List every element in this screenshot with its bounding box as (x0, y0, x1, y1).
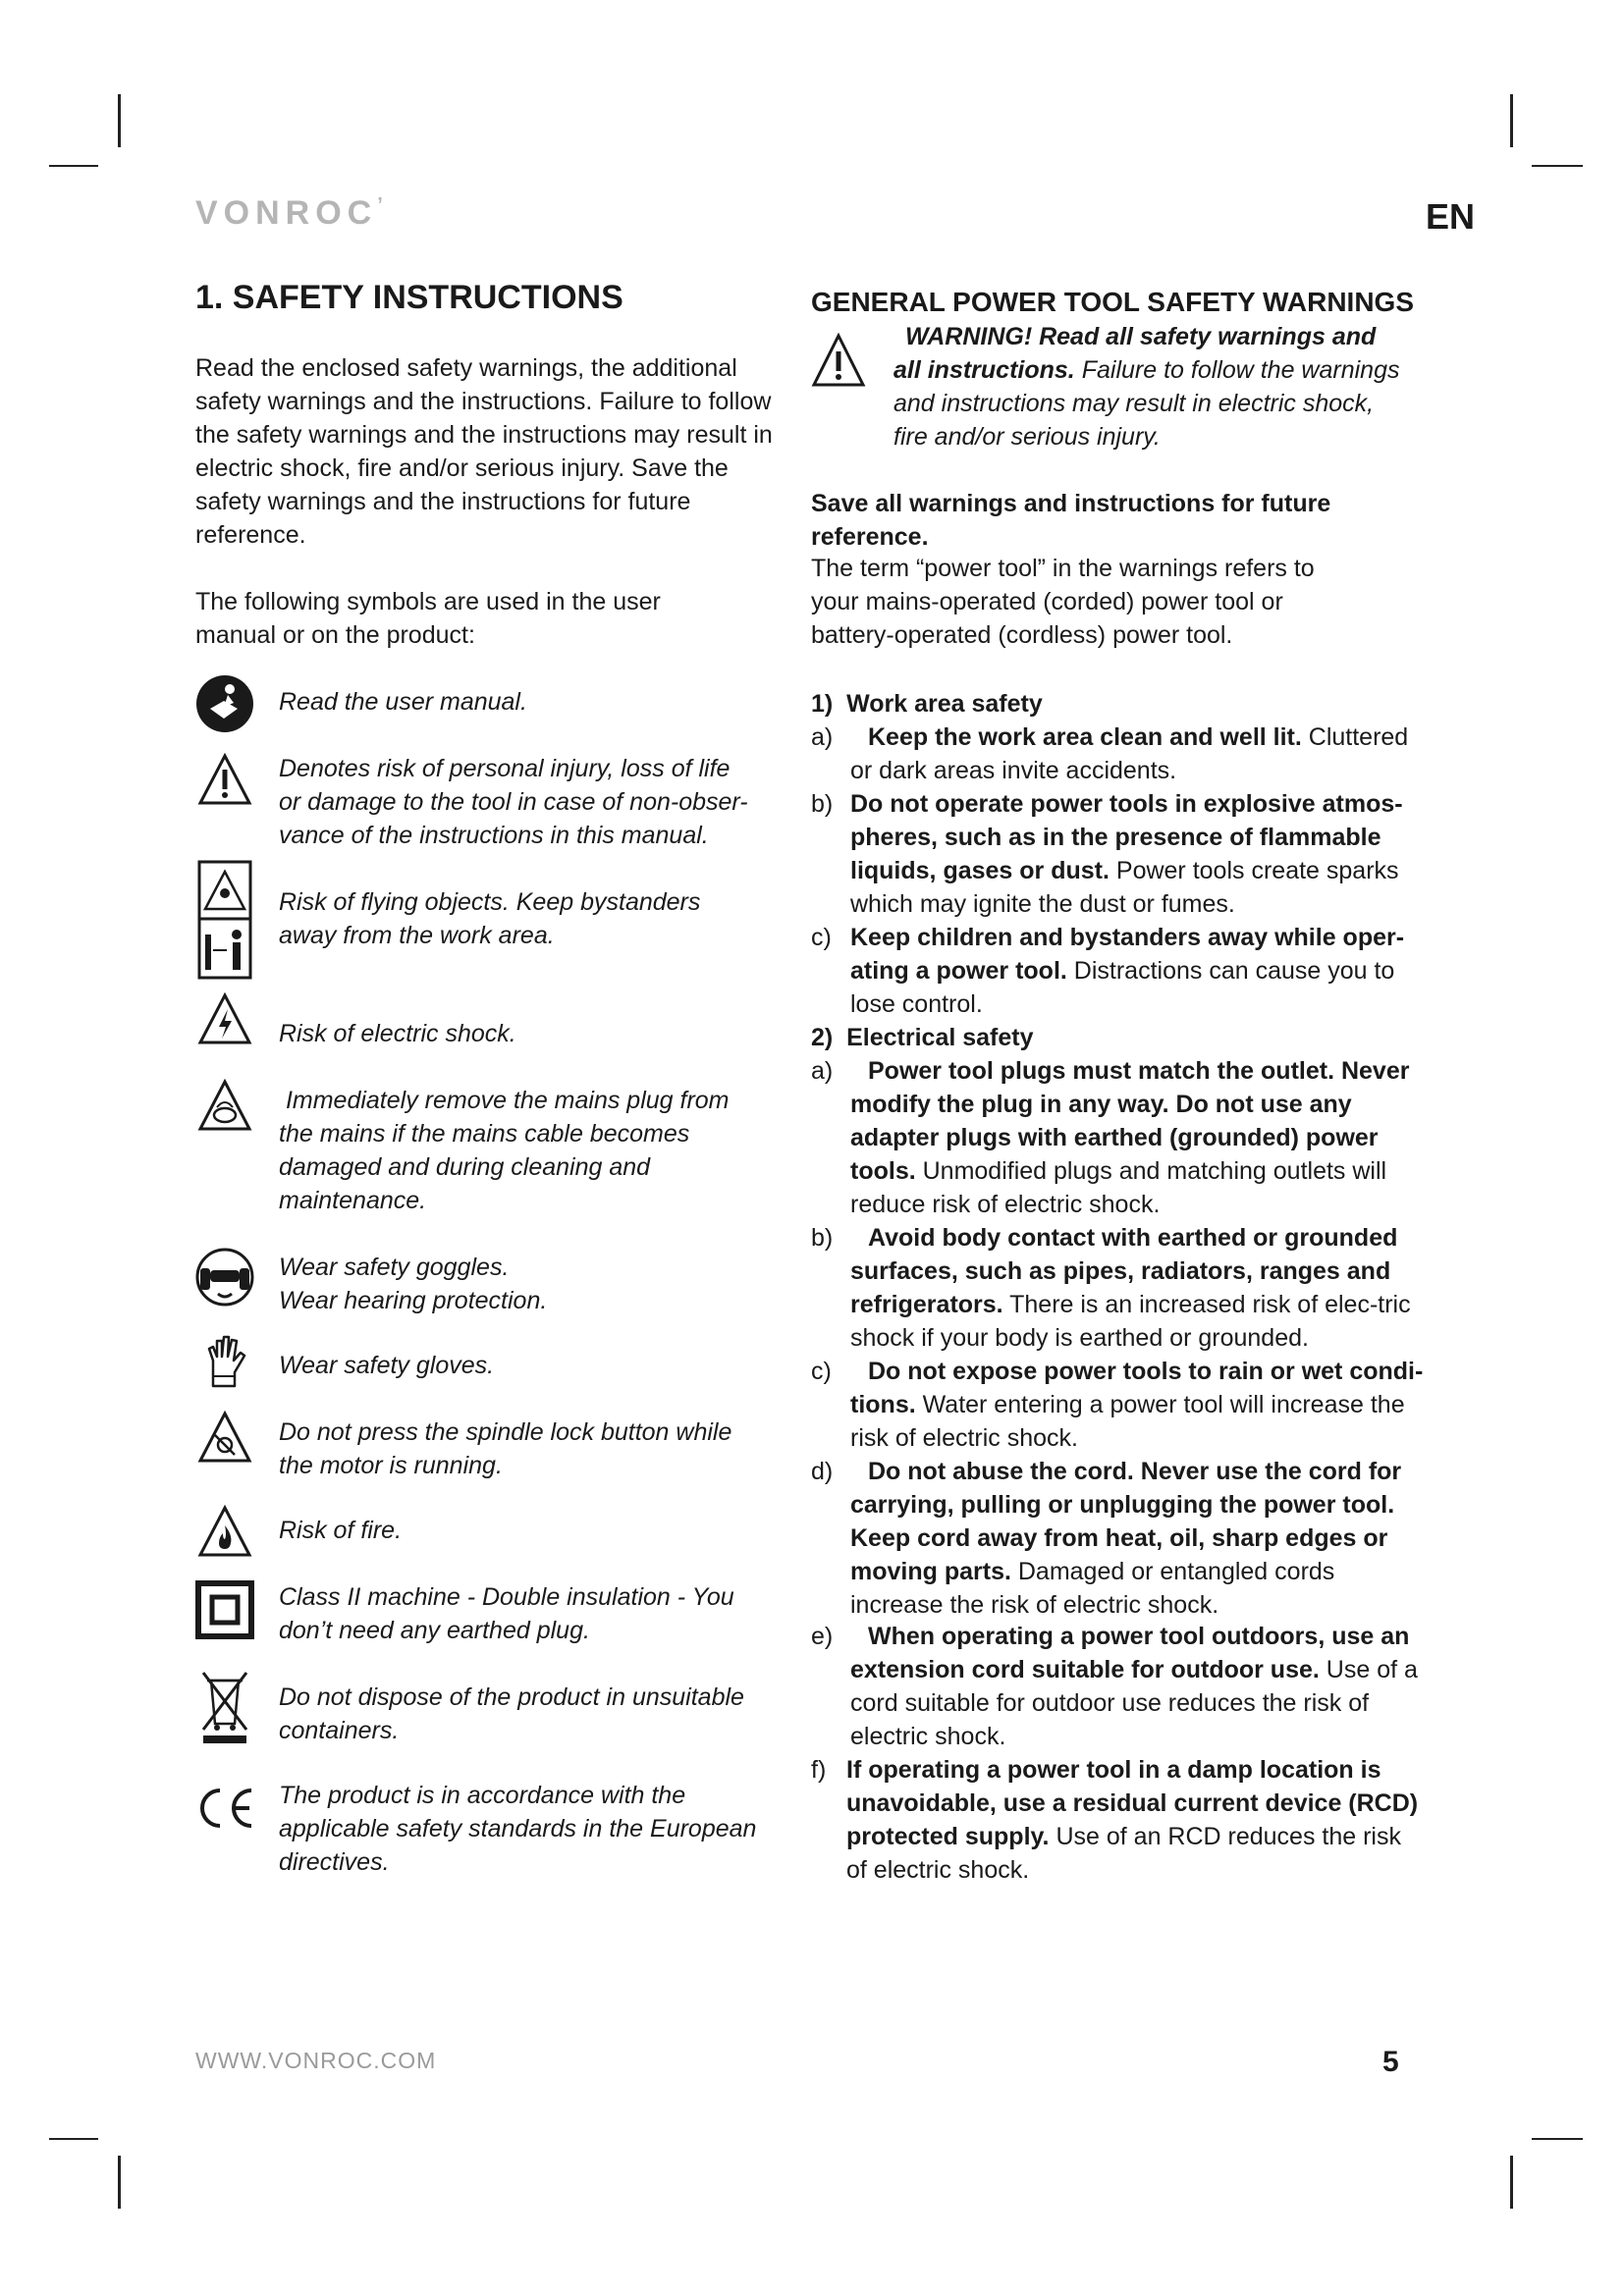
ce-mark-icon (192, 1785, 257, 1832)
fire-icon (192, 1504, 257, 1559)
intro-paragraph: Read the enclosed safety warnings, the additional safety warnings and the instructions. Failure to follow the safety warnings and the instructions may result in electric shock, fire and/or serious injury. Save the safety warnings and the instructions for future reference. (195, 354, 773, 549)
crop-mark-bottom-right-h (1532, 2138, 1583, 2140)
crop-mark-top-left-v (118, 94, 121, 147)
work-area-heading: 1) Work area safety (811, 690, 1043, 718)
symbol-text-read-manual: Read the user manual. (279, 688, 527, 716)
goggles-ear-protection-icon (192, 1247, 257, 1308)
save-instructions: Save all warnings and instructions for future reference. (811, 490, 1331, 551)
footer-url: WWW.VONROC.COM (195, 2048, 437, 2073)
read-manual-icon (192, 673, 257, 734)
warning-icon (192, 752, 257, 807)
page-number: 5 (1382, 2046, 1399, 2078)
symbol-text-gloves: Wear safety gloves. (279, 1352, 495, 1379)
symbol-text-goggles-ear: Wear safety goggles. Wear hearing protection. (279, 1254, 548, 1314)
symbol-text-weee: Do not dispose of the product in unsuitable containers. (279, 1683, 744, 1744)
crop-mark-top-right-v (1510, 94, 1513, 147)
symbol-text-ce: The product is in accordance with the applicable safety standards in the European directives. (279, 1782, 757, 1876)
weee-bin-icon (192, 1667, 257, 1745)
spindle-lock-icon (192, 1410, 257, 1465)
crop-mark-bottom-right-v (1510, 2156, 1513, 2209)
warning-icon (811, 332, 866, 391)
brand-logo: VONROC’ (195, 194, 389, 232)
symbol-text-unplug: Immediately remove the mains plug from the mains if the mains cable becomes damaged and during cleaning and maintenance. (279, 1087, 730, 1214)
gloves-icon (192, 1331, 257, 1390)
general-warnings-title: GENERAL POWER TOOL SAFETY WARNINGS (811, 287, 1414, 317)
electric-shock-icon (192, 991, 257, 1046)
symbol-text-spindle-lock: Do not press the spindle lock button while the motor is running. (279, 1418, 732, 1479)
unplug-icon (192, 1078, 257, 1133)
symbol-text-warning: Denotes risk of personal injury, loss of life or damage to the tool in case of non-obser- vance of the instructions in this manual. (279, 755, 748, 849)
section-title: 1. SAFETY INSTRUCTIONS (195, 279, 623, 316)
flying-objects-icon (192, 860, 257, 980)
symbol-text-class-ii: Class II machine - Double insulation - You don’t need any earthed plug. (279, 1583, 734, 1644)
symbol-text-electric-shock: Risk of electric shock. (279, 1020, 516, 1047)
general-warning-text: WARNING! Read all safety warnings and all instructions. Failure to follow the warnings and instructions may result in electric shock, fire and/or serious injury. (893, 323, 1400, 451)
crop-mark-top-right-h (1532, 165, 1583, 167)
symbols-intro: The following symbols are used in the user manual or on the product: (195, 588, 661, 649)
symbol-text-flying-objects: Risk of flying objects. Keep bystanders away from the work area. (279, 888, 701, 949)
electrical-heading: 2) Electrical safety (811, 1024, 1034, 1051)
class-ii-icon (192, 1580, 257, 1639)
crop-mark-top-left-h (49, 165, 98, 167)
power-tool-term: The term “power tool” in the warnings refers to your mains-operated (corded) power tool or battery-operated (cordless) power tool. (811, 555, 1315, 649)
crop-mark-bottom-left-v (118, 2156, 121, 2209)
language-code: EN (1426, 196, 1476, 237)
symbol-text-fire: Risk of fire. (279, 1517, 403, 1544)
crop-mark-bottom-left-h (49, 2138, 98, 2140)
